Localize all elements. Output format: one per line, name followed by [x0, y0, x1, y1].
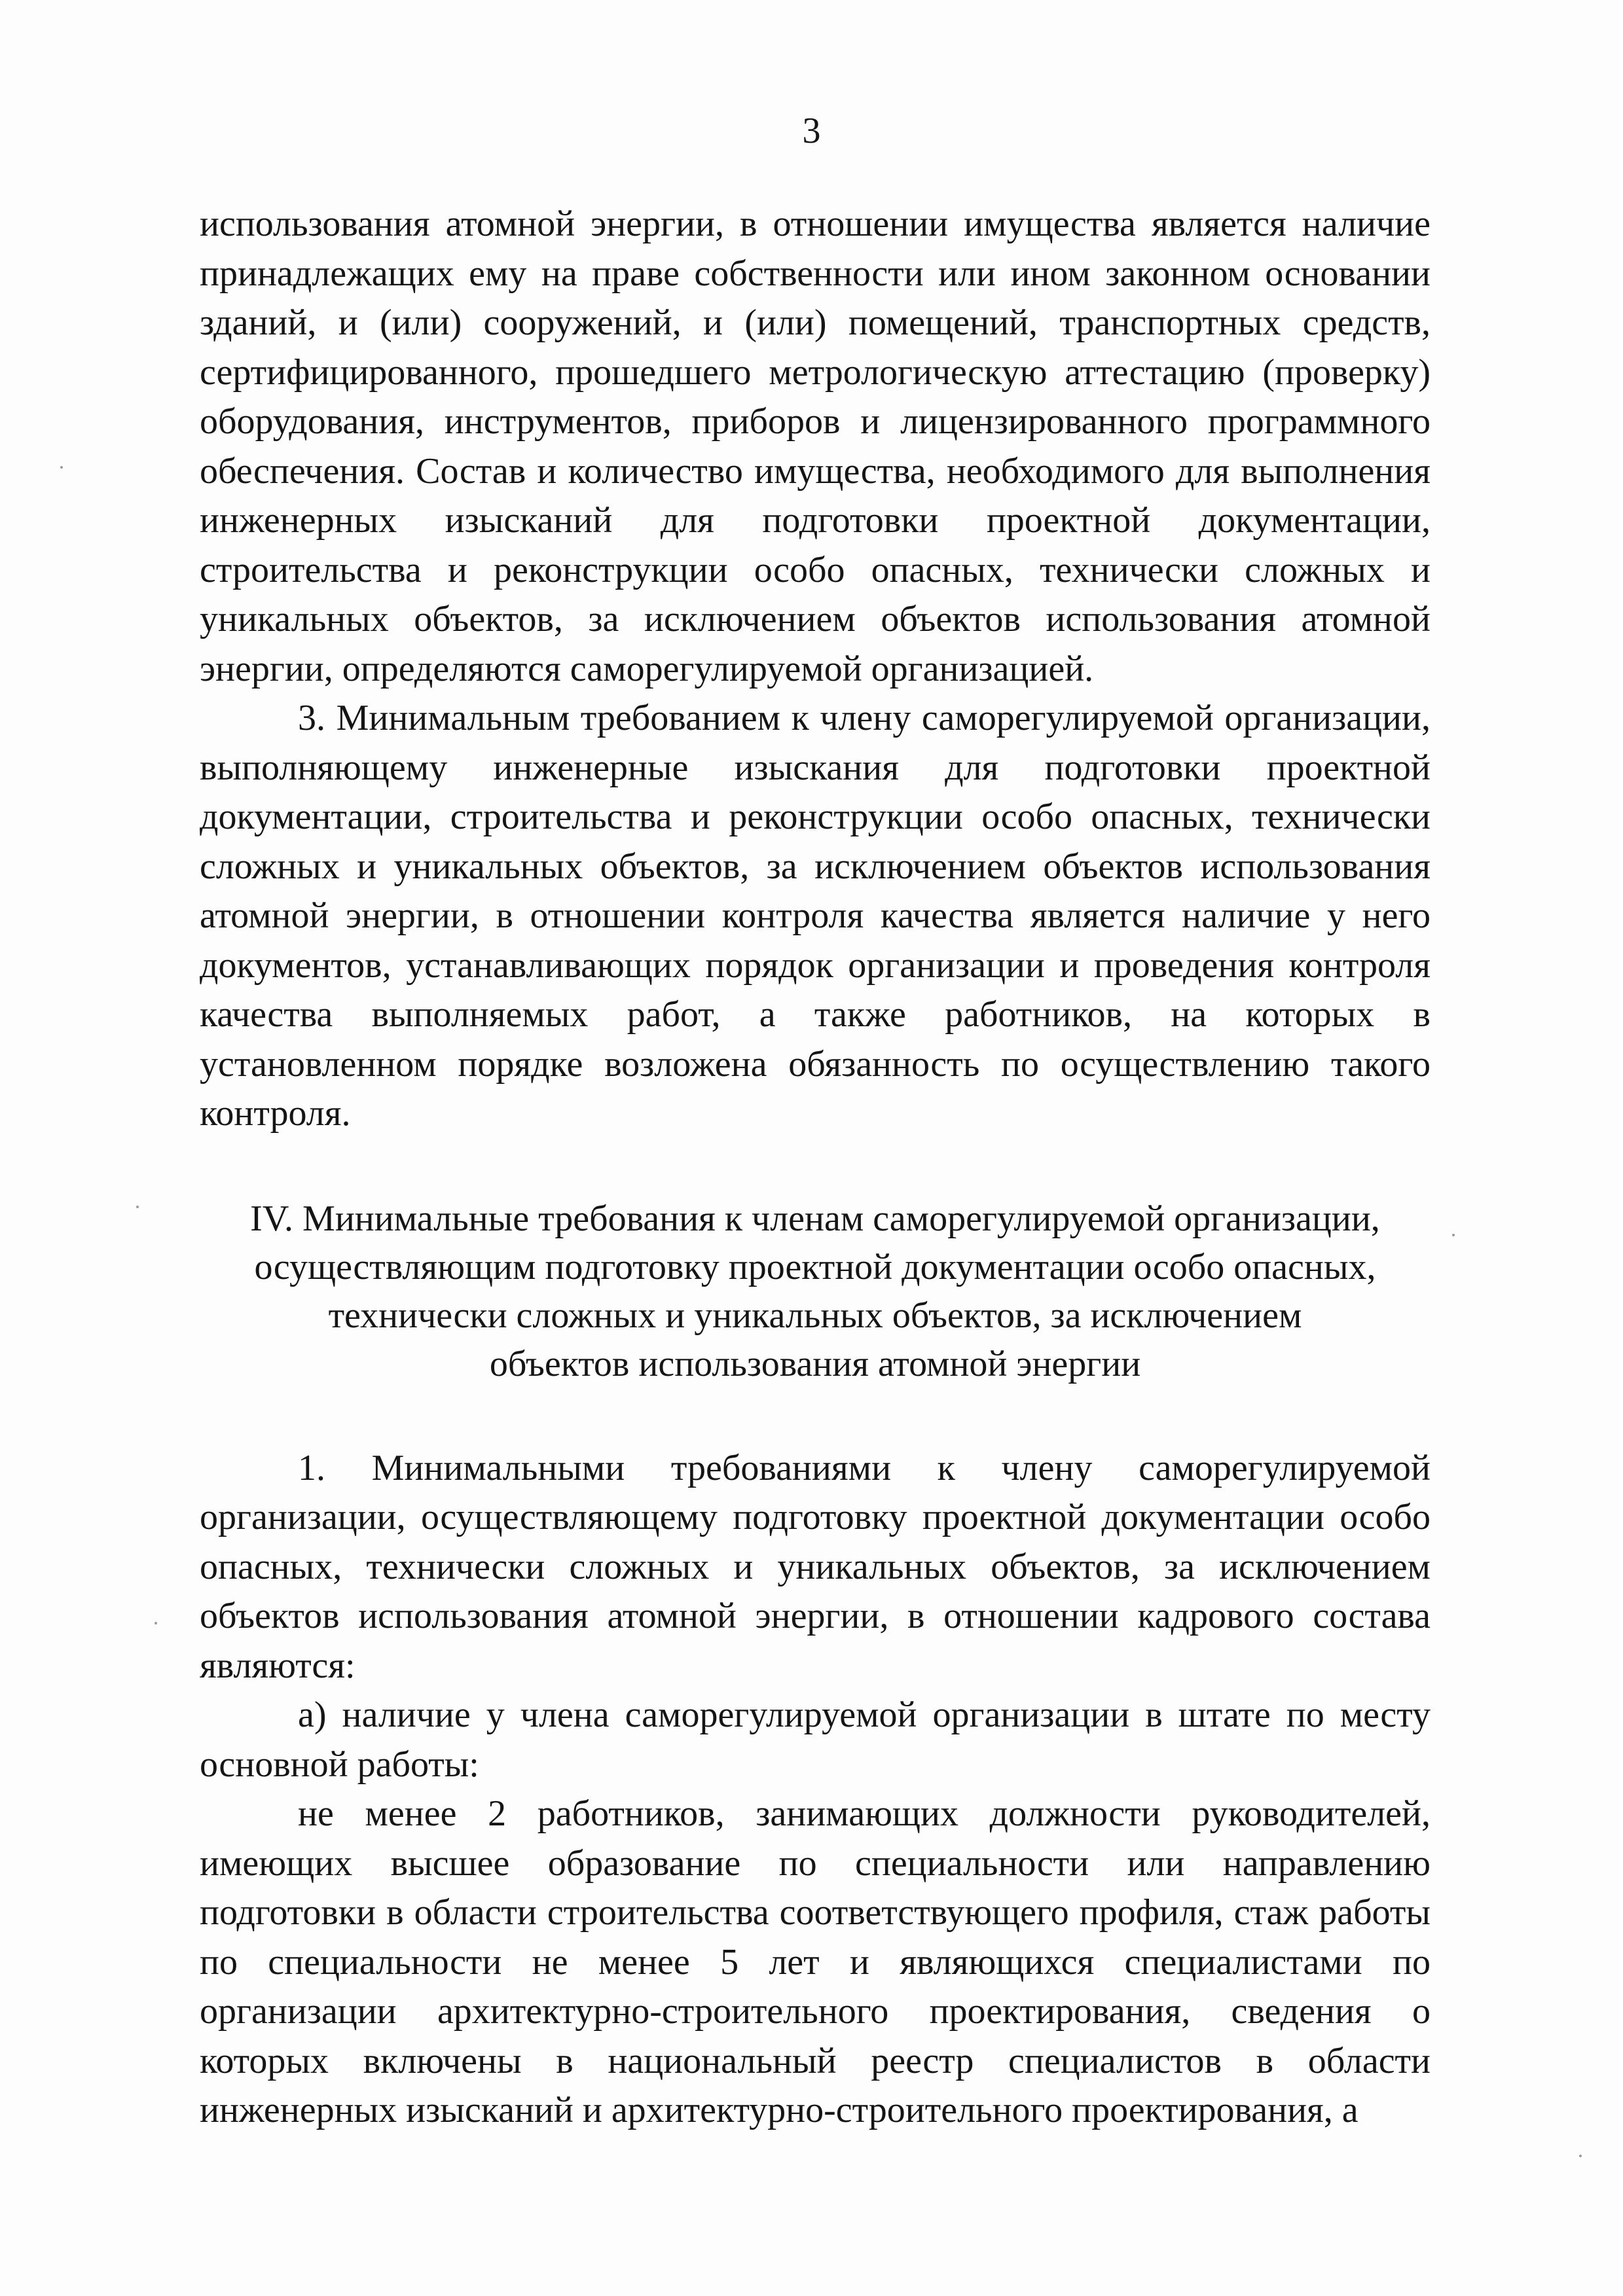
scan-speck	[136, 1206, 139, 1208]
section-heading-line: технически сложных и уникальных объектов, за исключением	[328, 1295, 1302, 1336]
paragraph-subitem-a: а) наличие у члена саморегулируемой организации в штате по месту основной работы:	[200, 1695, 1431, 1785]
document-body	[200, 200, 1431, 2136]
scan-speck	[155, 1622, 157, 1624]
paragraph-item-3: 3. Минимальным требованием к члену саморегулируемой организации, выполняющему инженерные изыскания для подготовки проектной документации, строительства и реконструкции особо опасных, технически сложных и уникальных объектов, за исключением объектов использования атомной энергии, в отношении контроля качества является наличие у него документов, устанавливающих порядок организации и проведения контроля качества выполняемых работ, а также работников, на которых в установленном порядке возложена обязанность по осуществлению такого контроля.	[200, 698, 1431, 1134]
section-heading	[200, 1194, 1431, 1388]
section-heading-line: IV. Минимальные требования к членам саморегулируемой организации,	[250, 1198, 1380, 1239]
section-heading-line: объектов использования атомной энергии	[489, 1343, 1141, 1384]
scan-speck	[60, 466, 63, 469]
scan-speck	[1452, 1234, 1455, 1236]
paragraph-continuation: использования атомной энергии, в отношении имущества является наличие принадлежащих ему на праве собственности или ином законном основании зданий, и (или) сооружений, и (или) помещений, транспортных средств, сертифицированного, прошедшего метрологическую аттестацию (проверку) оборудования, инструментов, приборов и лицензированного программного обеспечения. Состав и количество имущества, необходимого для выполнения инженерных изысканий для подготовки проектной документации, строительства и реконструкции особо опасных, технически сложных и уникальных объектов, за исключением объектов использования атомной энергии, определяются саморегулируемой организацией.	[200, 204, 1431, 689]
section-heading-line: осуществляющим подготовку проектной документации особо опасных,	[254, 1246, 1376, 1287]
paragraph-staff-requirement: не менее 2 работников, занимающих должности руководителей, имеющих высшее образование по специальности или направлению подготовки в области строительства соответствующего профиля, стаж работы по специальности не менее 5 лет и являющихся специалистами по организации архитектурно-строительного проектирования, сведения о которых включены в национальный реестр специалистов в области инженерных изысканий и архитектурно-строительного проектирования, а	[200, 1793, 1431, 2130]
page-number: 3	[802, 111, 821, 151]
scan-speck	[1579, 2155, 1582, 2157]
paragraph-item-1: 1. Минимальными требованиями к члену саморегулируемой организации, осуществляющему подготовку проектной документации особо опасных, технически сложных и уникальных объектов, за исключением объектов использования атомной энергии, в отношении кадрового состава являются:	[200, 1447, 1431, 1686]
